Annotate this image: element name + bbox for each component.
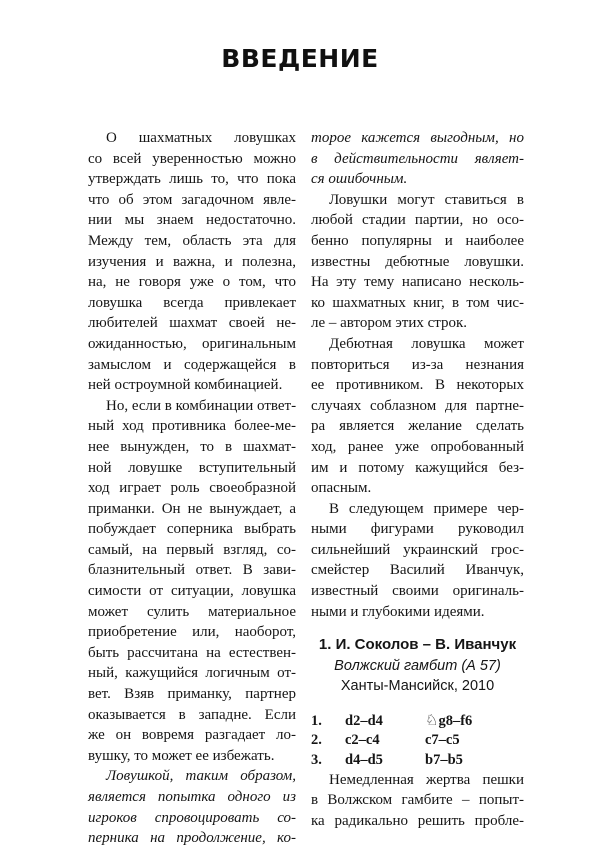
text-line: случаях соблазном для партне- bbox=[311, 397, 524, 414]
text-line: ный, кажущийся логичным от- bbox=[88, 665, 296, 682]
text-line: является попытка одного из bbox=[88, 789, 296, 805]
text-line: Между тем, область эта для bbox=[88, 232, 296, 249]
move-number: 3. bbox=[311, 751, 322, 768]
text-line: ле – автором этих строк. bbox=[311, 315, 468, 332]
text-line: ожиданностью, оригинальным bbox=[88, 335, 296, 352]
text-line: Ловушки могут ставиться в bbox=[329, 191, 524, 208]
text-line: известный своими оригиналь- bbox=[311, 583, 524, 600]
text-line: ный ход противника более-ме- bbox=[88, 418, 296, 435]
move-number: 1. bbox=[311, 712, 322, 729]
text-line: В следующем примере чер- bbox=[329, 500, 524, 517]
text-line: вушку, то может ее избежать. bbox=[88, 747, 275, 764]
text-line: замыслом и содержащейся в bbox=[88, 356, 296, 373]
text-line: опасным. bbox=[311, 480, 372, 497]
text-line: На эту тему написано несколь- bbox=[311, 274, 524, 291]
text-line: в действительности являет- bbox=[311, 150, 524, 167]
text-line: ся ошибочным. bbox=[311, 171, 408, 188]
text-line: со всей уверенностью можно bbox=[88, 150, 296, 167]
text-line: ее противником. В некоторых bbox=[311, 377, 524, 394]
text-line: в Волжском гамбите – попыт- bbox=[311, 792, 524, 809]
text-line: приманки. Он не вынуждает, а bbox=[88, 500, 296, 517]
text-line: Немедленная жертва пешки bbox=[329, 771, 524, 788]
text-line: ход играет роль своеобразной bbox=[88, 480, 296, 497]
text-line: ней остроумной комбинацией. bbox=[88, 377, 283, 394]
right-column-text bbox=[311, 128, 524, 622]
text-line: перника на продолжение, ко- bbox=[88, 830, 296, 847]
text-line: на, не говоря уже о том, что bbox=[88, 274, 296, 291]
black-move bbox=[425, 711, 515, 732]
left-column bbox=[88, 128, 296, 849]
text-line: Дебютная ловушка может bbox=[329, 335, 524, 352]
text-line: может сулить материальное bbox=[88, 603, 296, 620]
text-line: ра является желание сделать bbox=[311, 418, 524, 435]
text-line: любой стадии партии, но осо- bbox=[311, 212, 524, 229]
chapter-title: ВВЕДЕНИЕ bbox=[221, 44, 379, 73]
black-move-text: g8–f6 bbox=[438, 712, 473, 729]
white-move: d4–d5 bbox=[345, 751, 383, 768]
text-line: ка радикально решить пробле- bbox=[311, 813, 524, 829]
text-line: нии мы знаем недостаточно. bbox=[88, 212, 296, 229]
move-row bbox=[311, 750, 524, 770]
game-header: 1. И. Соколов – В. Иванчук bbox=[318, 636, 517, 654]
white-move: c2–c4 bbox=[345, 732, 380, 749]
text-line: же он вовремя разгадает ло- bbox=[88, 727, 296, 744]
text-line: что об этом загадочном явле- bbox=[88, 191, 296, 208]
black-move-text: c7–c5 bbox=[425, 732, 460, 749]
text-line: оказывается в западне. Если bbox=[88, 706, 296, 723]
move-row bbox=[311, 731, 524, 751]
text-line: симости от ситуации, ловушка bbox=[88, 583, 296, 600]
text-line: ными фигурами руководил bbox=[311, 521, 524, 538]
game-place: Ханты-Мансийск, 2010 bbox=[340, 678, 495, 695]
text-line: повториться из-за незнания bbox=[311, 356, 524, 373]
game-opening: Волжский гамбит (А 57) bbox=[334, 657, 501, 674]
move-row bbox=[311, 711, 524, 731]
text-line: Ловушкой, таким образом, bbox=[106, 768, 296, 785]
text-line: ной ловушке вступительный bbox=[88, 459, 296, 476]
text-line: сильнейший украинский грос- bbox=[311, 541, 524, 558]
black-move bbox=[425, 750, 515, 771]
text-line: известны дебютные ловушки. bbox=[311, 253, 524, 270]
black-move-text: b7–b5 bbox=[425, 751, 463, 768]
text-line: блазнительный ответ. В зави- bbox=[88, 562, 296, 579]
text-line: бенно популярны и наиболее bbox=[311, 232, 524, 249]
move-list bbox=[311, 711, 524, 770]
move-number: 2. bbox=[311, 732, 322, 749]
text-line: Но, если в комбинации ответ- bbox=[106, 397, 297, 414]
text-line: самый, на первый взгляд, со- bbox=[88, 541, 296, 558]
right-column-continuation bbox=[311, 770, 524, 832]
text-line: утверждать лишь то, что пока bbox=[88, 171, 296, 188]
text-line: приобретение или, наоборот, bbox=[88, 624, 296, 641]
text-line: изучения и важна, и полезна, bbox=[88, 253, 296, 270]
text-line: О шахматных ловушках bbox=[106, 130, 296, 146]
knight-icon: ♘ bbox=[425, 712, 439, 729]
text-line: ход, ранее уже опробованный bbox=[311, 438, 524, 455]
text-line: побуждает соперника выбрать bbox=[88, 521, 296, 538]
black-move bbox=[425, 730, 515, 751]
text-line: нее вынужден, то в шахмат- bbox=[88, 438, 296, 455]
text-line: им и потому кажущийся без- bbox=[311, 459, 524, 476]
text-line: ловушка всегда привлекает bbox=[88, 294, 296, 311]
white-move: d2–d4 bbox=[345, 712, 383, 729]
text-line: любителей шахмат своей не- bbox=[88, 315, 296, 332]
text-line: смейстер Василий Иванчук, bbox=[311, 562, 524, 579]
text-line: ными и глубокими идеями. bbox=[311, 603, 485, 620]
text-line: вет. Взяв приманку, партнер bbox=[88, 686, 296, 703]
right-column bbox=[311, 128, 524, 832]
text-line: торое кажется выгодным, но bbox=[311, 130, 524, 146]
text-line: игроков спровоцировать со- bbox=[88, 809, 296, 826]
text-line: ко шахматных книг, в том чис- bbox=[311, 294, 524, 311]
text-line: быть рассчитана на естествен- bbox=[88, 644, 296, 661]
